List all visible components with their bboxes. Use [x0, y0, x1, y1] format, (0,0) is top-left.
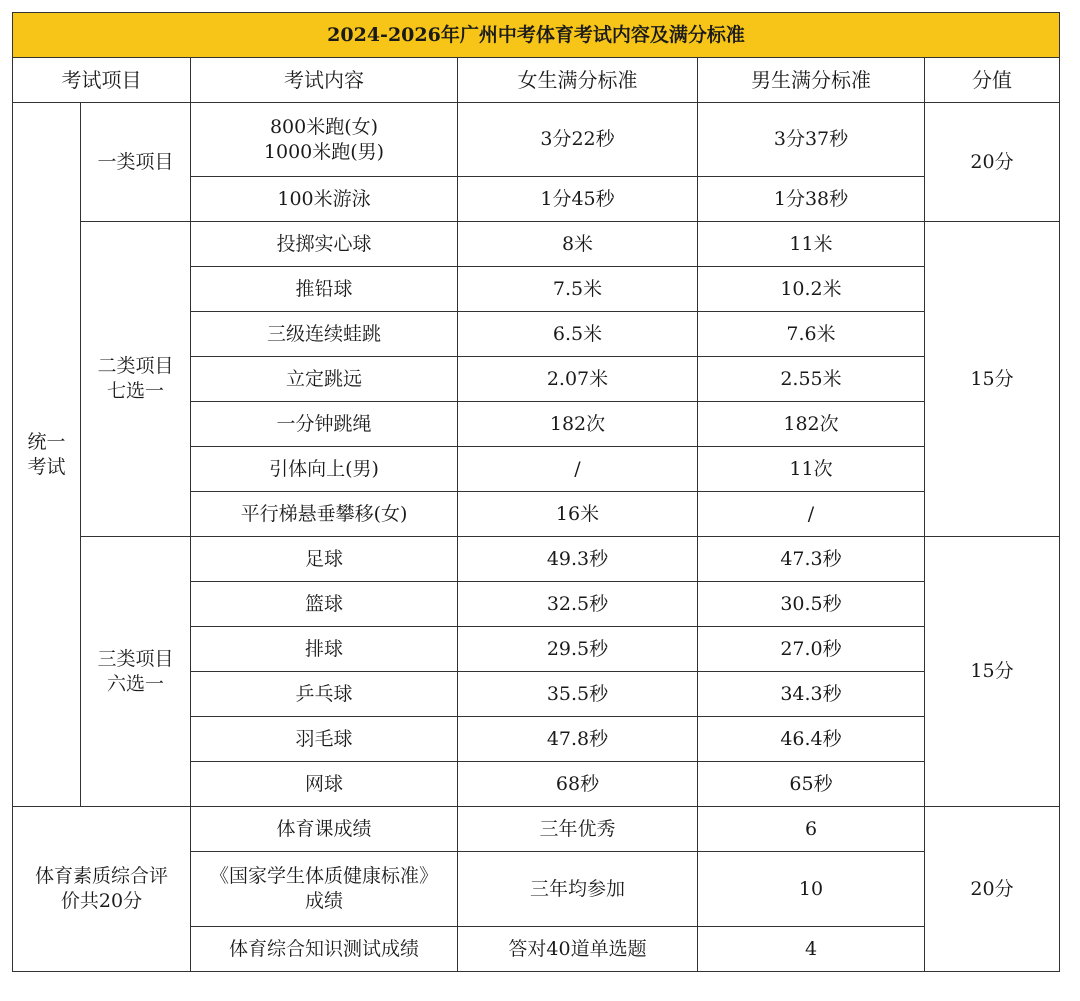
male-standard: 65秒 [698, 762, 925, 807]
male-standard: 2.55米 [698, 357, 925, 402]
table-row [13, 103, 1060, 177]
male-standard: 30.5秒 [698, 582, 925, 627]
male-standard: 27.0秒 [698, 627, 925, 672]
female-standard: 29.5秒 [458, 627, 698, 672]
category-3-label: 三类项目 六选一 [81, 537, 191, 807]
male-standard: 11米 [698, 222, 925, 267]
header-female: 女生满分标准 [458, 58, 698, 103]
male-standard: 1分38秒 [698, 177, 925, 222]
category-2-label: 二类项目 七选一 [81, 222, 191, 537]
table-row [13, 537, 1060, 582]
female-standard: 3分22秒 [458, 103, 698, 177]
header-content: 考试内容 [191, 58, 458, 103]
content-cell: 乒乓球 [191, 672, 458, 717]
table-row [13, 807, 1060, 852]
female-standard: 6.5米 [458, 312, 698, 357]
female-standard: 35.5秒 [458, 672, 698, 717]
content-cell: 篮球 [191, 582, 458, 627]
quality-score: 20分 [925, 807, 1060, 972]
category-2-score: 15分 [925, 222, 1060, 537]
content-cell: 《国家学生体质健康标准》 成绩 [191, 852, 458, 927]
male-standard: 46.4秒 [698, 717, 925, 762]
category-1-score: 20分 [925, 103, 1060, 222]
content-cell: 一分钟跳绳 [191, 402, 458, 447]
header-score: 分值 [925, 58, 1060, 103]
male-standard: 47.3秒 [698, 537, 925, 582]
unified-exam-label: 统一 考试 [13, 103, 81, 807]
content-cell: 体育课成绩 [191, 807, 458, 852]
male-standard: 7.6米 [698, 312, 925, 357]
sports-exam-table [12, 12, 1060, 972]
female-standard: 7.5米 [458, 267, 698, 312]
female-standard: 32.5秒 [458, 582, 698, 627]
content-cell: 网球 [191, 762, 458, 807]
content-cell: 100米游泳 [191, 177, 458, 222]
content-cell: 排球 [191, 627, 458, 672]
content-cell: 羽毛球 [191, 717, 458, 762]
content-cell: 足球 [191, 537, 458, 582]
category-1-label: 一类项目 [81, 103, 191, 222]
male-standard: 182次 [698, 402, 925, 447]
female-standard: 68秒 [458, 762, 698, 807]
male-standard: 11次 [698, 447, 925, 492]
points-cell: 6 [698, 807, 925, 852]
quality-eval-label: 体育素质综合评 价共20分 [13, 807, 191, 972]
requirement-cell: 三年均参加 [458, 852, 698, 927]
female-standard: 8米 [458, 222, 698, 267]
male-standard: 10.2米 [698, 267, 925, 312]
table-title: 2024-2026年广州中考体育考试内容及满分标准 [13, 13, 1060, 58]
category-3-score: 15分 [925, 537, 1060, 807]
content-cell: 投掷实心球 [191, 222, 458, 267]
points-cell: 10 [698, 852, 925, 927]
content-cell: 800米跑(女) 1000米跑(男) [191, 103, 458, 177]
male-standard: 3分37秒 [698, 103, 925, 177]
content-cell: 推铅球 [191, 267, 458, 312]
female-standard: / [458, 447, 698, 492]
female-standard: 16米 [458, 492, 698, 537]
content-cell: 三级连续蛙跳 [191, 312, 458, 357]
female-standard: 49.3秒 [458, 537, 698, 582]
points-cell: 4 [698, 927, 925, 972]
female-standard: 182次 [458, 402, 698, 447]
content-cell: 体育综合知识测试成绩 [191, 927, 458, 972]
content-cell: 引体向上(男) [191, 447, 458, 492]
female-standard: 1分45秒 [458, 177, 698, 222]
male-standard: 34.3秒 [698, 672, 925, 717]
content-cell: 立定跳远 [191, 357, 458, 402]
female-standard: 47.8秒 [458, 717, 698, 762]
requirement-cell: 三年优秀 [458, 807, 698, 852]
requirement-cell: 答对40道单选题 [458, 927, 698, 972]
content-cell: 平行梯悬垂攀移(女) [191, 492, 458, 537]
header-male: 男生满分标准 [698, 58, 925, 103]
table-row [13, 222, 1060, 267]
header-item: 考试项目 [13, 58, 191, 103]
female-standard: 2.07米 [458, 357, 698, 402]
male-standard: / [698, 492, 925, 537]
